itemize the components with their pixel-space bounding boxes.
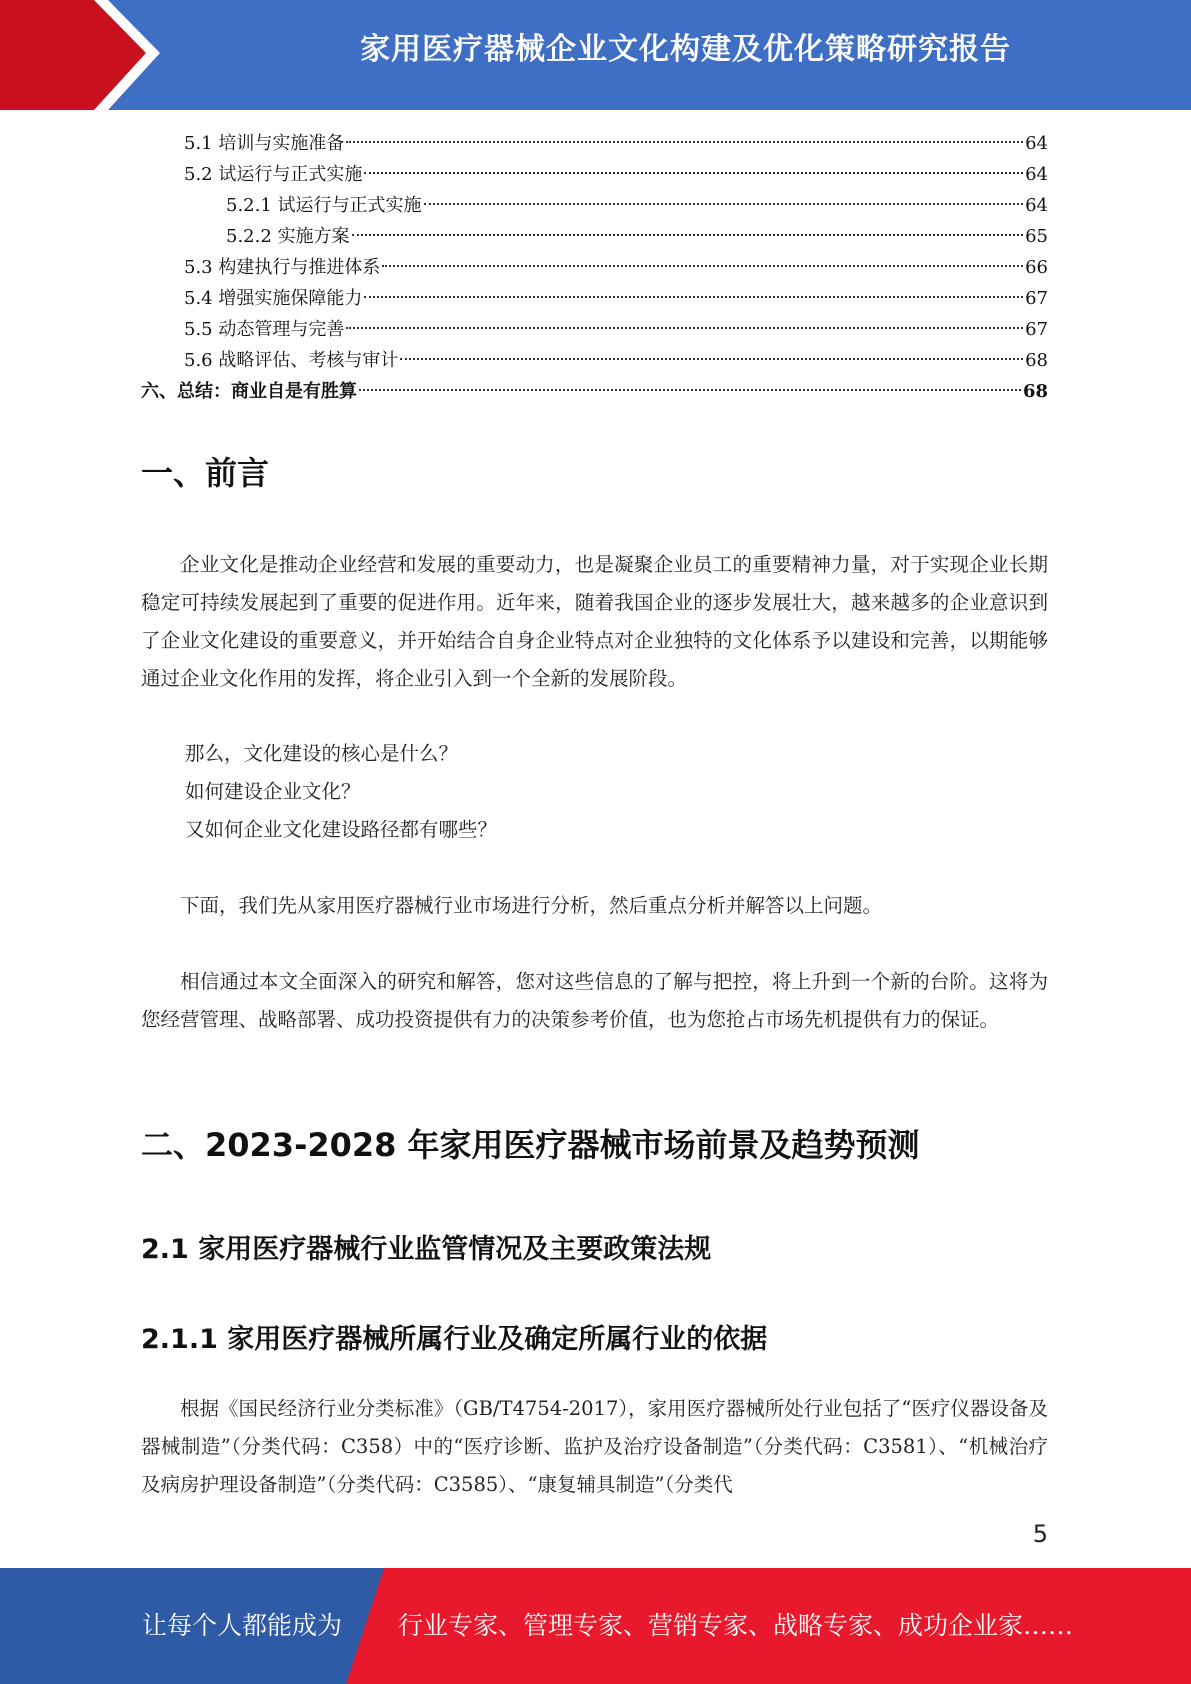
toc-entry[interactable] bbox=[141, 283, 1048, 314]
toc-entry[interactable] bbox=[141, 314, 1048, 345]
toc-leader bbox=[346, 327, 1023, 329]
page-footer bbox=[0, 1568, 1191, 1684]
section-heading: 二、2023-2028 年家用医疗器械市场前景及趋势预测 bbox=[141, 1126, 920, 1164]
toc-entry-page: 67 bbox=[1025, 288, 1048, 309]
toc-entry-page: 64 bbox=[1025, 164, 1048, 185]
toc-leader bbox=[424, 203, 1024, 205]
footer-slogan-right: 行业专家、管理专家、营销专家、战略专家、成功企业家…… bbox=[398, 1611, 1074, 1640]
paragraph: 根据《国民经济行业分类标准》（GB/T4754-2017），家用医疗器械所处行业包括了“医疗仪器设备及器械制造”（分类代码：C358）中的“医疗诊断、监护及治疗设备制造”（分类代码：C3581）、“机械治疗及病房护理设备制造”（分类代码：C3585）、“康复辅具制造”（分类代 bbox=[141, 1397, 1048, 1496]
page-number: 5 bbox=[1032, 1520, 1048, 1548]
question-line: 如何建设企业文化？ bbox=[185, 780, 361, 803]
toc-entry-text: 5.4 增强实施保障能力 bbox=[184, 288, 363, 309]
toc-entry-text: 5.1 培训与实施准备 bbox=[184, 133, 345, 154]
question-line: 又如何企业文化建设路径都有哪些？ bbox=[185, 818, 498, 841]
toc-entry[interactable] bbox=[141, 159, 1048, 190]
toc-entry[interactable] bbox=[141, 221, 1048, 252]
paragraph: 企业文化是推动企业经营和发展的重要动力，也是凝聚企业员工的重要精神力量，对于实现企业长期稳定可持续发展起到了重要的促进作用。近年来，随着我国企业的逐步发展壮大，越来越多的企业意识到了企业文化建设的重要意义，并开始结合自身企业特点对企业独特的文化体系予以建设和完善，以期能够通过企业文化作用的发挥，将企业引入到一个全新的发展阶段。 bbox=[141, 553, 1048, 690]
toc-entry-text: 5.2 试运行与正式实施 bbox=[184, 164, 363, 185]
document-title: 家用医疗器械企业文化构建及优化策略研究报告 bbox=[360, 32, 1011, 67]
toc-entry-page: 66 bbox=[1025, 257, 1048, 278]
toc-entry[interactable] bbox=[141, 376, 1048, 407]
toc-entry-text: 5.2.2 实施方案 bbox=[226, 226, 350, 247]
toc-entry-page: 64 bbox=[1025, 133, 1048, 154]
table-of-contents bbox=[141, 128, 1048, 407]
subsection-heading: 2.1.1 家用医疗器械所属行业及确定所属行业的依据 bbox=[141, 1324, 768, 1355]
toc-entry-text: 5.5 动态管理与完善 bbox=[184, 319, 345, 340]
paragraph: 下面，我们先从家用医疗器械行业市场进行分析，然后重点分析并解答以上问题。 bbox=[180, 894, 883, 917]
toc-leader bbox=[364, 296, 1023, 298]
toc-entry-page: 68 bbox=[1022, 381, 1048, 402]
toc-leader bbox=[346, 141, 1023, 143]
footer-slogan-left: 让每个人都能成为 bbox=[142, 1611, 343, 1640]
toc-entry[interactable] bbox=[141, 252, 1048, 283]
toc-leader bbox=[352, 234, 1024, 236]
toc-entry[interactable] bbox=[141, 190, 1048, 221]
toc-entry-page: 68 bbox=[1025, 350, 1048, 371]
page-header bbox=[0, 0, 1191, 110]
subsection-heading: 2.1 家用医疗器械行业监管情况及主要政策法规 bbox=[141, 1234, 712, 1265]
toc-leader bbox=[382, 265, 1023, 267]
toc-entry-page: 65 bbox=[1025, 226, 1048, 247]
toc-entry-text: 5.2.1 试运行与正式实施 bbox=[226, 195, 422, 216]
toc-entry-text: 5.3 构建执行与推进体系 bbox=[184, 257, 381, 278]
toc-leader bbox=[359, 389, 1021, 391]
toc-entry-page: 64 bbox=[1025, 195, 1048, 216]
toc-leader bbox=[400, 358, 1023, 360]
toc-leader bbox=[364, 172, 1023, 174]
toc-entry-page: 67 bbox=[1025, 319, 1048, 340]
question-line: 那么，文化建设的核心是什么？ bbox=[185, 742, 459, 765]
paragraph: 相信通过本文全面深入的研究和解答，您对这些信息的了解与把控，将上升到一个新的台阶。这将为您经营管理、战略部署、成功投资提供有力的决策参考价值，也为您抢占市场先机提供有力的保证。 bbox=[141, 970, 1048, 1031]
toc-entry-text: 5.6 战略评估、考核与审计 bbox=[184, 350, 399, 371]
toc-entry[interactable] bbox=[141, 345, 1048, 376]
section-heading: 一、前言 bbox=[141, 454, 270, 492]
toc-entry-text: 六、总结：商业自是有胜算 bbox=[141, 381, 357, 402]
toc-entry[interactable] bbox=[141, 128, 1048, 159]
